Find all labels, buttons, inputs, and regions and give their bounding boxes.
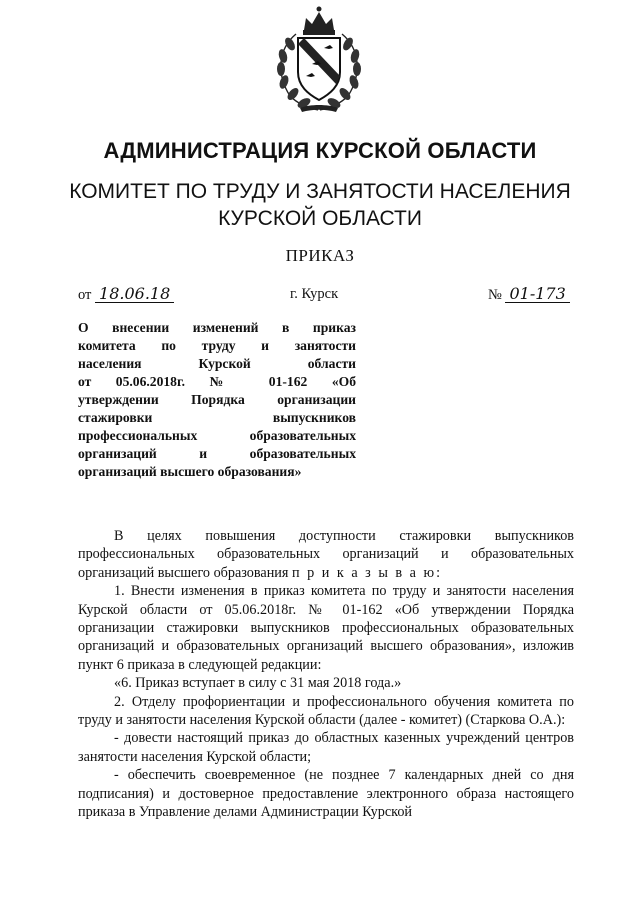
paragraph-item-1: 1. Внести изменения в приказ комитета по труду и занятости населения Курской области от 05.06.2018г. № 01-162 «Об утверждении Порядка организации стажировки выпускников профессиональных образовательных организаций и образовательных организаций высшего образования», изложив пункт 6 приказа в следующей редакции: [78, 583, 574, 673]
date-label: от [78, 287, 92, 303]
coat-of-arms-emblem [266, 4, 372, 114]
subject-line: от 05.06.2018г. № 01-162 «Об [78, 374, 356, 389]
committee-title-line2: КУРСКОЙ ОБЛАСТИ [218, 207, 422, 230]
handwritten-date: 18.06.18 [95, 286, 174, 303]
document-type: ПРИКАЗ [285, 246, 355, 265]
date-field [78, 286, 174, 304]
subject-line: стажировки выпускников [78, 410, 356, 425]
subject-line: комитета по труду и занятости [78, 338, 356, 353]
preamble-text: В целях повышения доступности стажировки выпускников профессиональных образовательных организаций и образовательных организаций высшего образования [78, 528, 574, 581]
number-label: № [488, 287, 502, 303]
order-subject [78, 319, 356, 481]
organization-title: АДМИНИСТРАЦИЯ КУРСКОЙ ОБЛАСТИ [103, 138, 537, 163]
subject-line: профессиональных образовательных [78, 428, 356, 443]
subject-line: населения Курской области [78, 356, 356, 371]
subject-line: О внесении изменений в приказ [78, 320, 356, 335]
paragraph-quote: «6. Приказ вступает в силу с 31 мая 2018 года.» [114, 675, 402, 692]
paragraph-item-2: 2. Отделу профориентации и профессионального обучения комитета по труду и занятости населения Курской области (далее - комитет) (Старкова О.А.): [78, 693, 574, 729]
committee-title-line1: КОМИТЕТ ПО ТРУДУ И ЗАНЯТОСТИ НАСЕЛЕНИЯ [69, 180, 571, 203]
paragraph-subitem-2: - обеспечить своевременное (не позднее 7 календарных дней со дня подписания) и достоверное предоставление электронного образа настоящего приказа в Управление делами Администрации Курской [78, 767, 574, 821]
paragraph-preamble [78, 527, 574, 582]
order-body [78, 527, 574, 822]
handwritten-number: 01-173 [505, 286, 569, 303]
order-keyword: п р и к а з ы в а ю: [291, 564, 443, 581]
number-field [488, 286, 570, 304]
subject-line: организаций высшего образования» [78, 464, 302, 479]
city: г. Курск [290, 286, 339, 302]
subject-line: организаций и образовательных [78, 446, 356, 461]
paragraph-subitem-1: - довести настоящий приказ до областных казенных учреждений центров занятости населения Курской области; [78, 730, 574, 765]
subject-line: утверждении Порядка организации [78, 392, 356, 407]
